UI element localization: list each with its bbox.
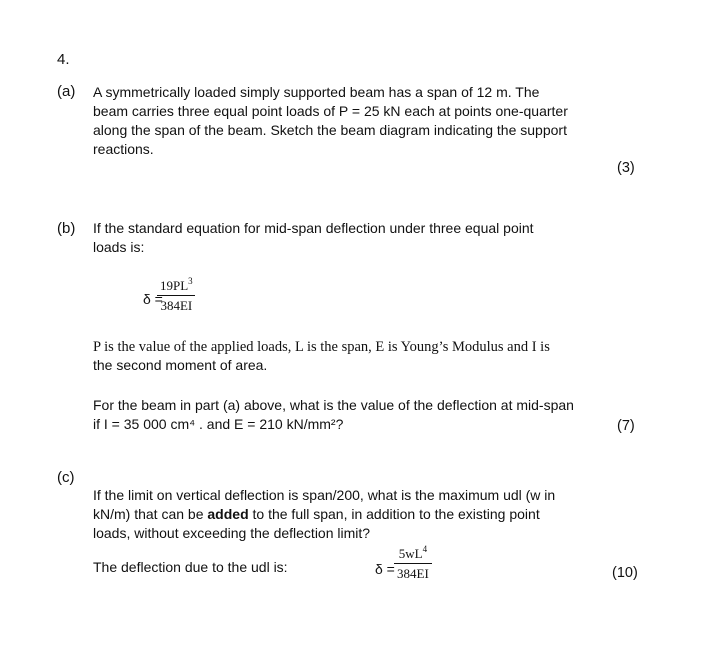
question-number: 4.	[57, 51, 70, 68]
part-b-question-line: For the beam in part (a) above, what is the value of the deflection at mid-span	[93, 397, 574, 413]
part-a-text-line: beam carries three equal point loads of P = 25 kN each at points one-quarter	[93, 103, 568, 119]
part-a-label: (a)	[57, 83, 76, 100]
part-b-question-line: if I = 35 000 cm⁴ . and E = 210 kN/mm²?	[93, 416, 344, 432]
formula-numerator: $5wL^4$	[398, 544, 428, 561]
part-c-text-line: kN/m) that can be added to the full span, in addition to the existing point	[93, 506, 540, 522]
part-a-text-line: reactions.	[93, 141, 154, 157]
formula-numerator-exponent: 3	[188, 276, 193, 286]
part-b-intro-line: loads is:	[93, 239, 145, 255]
part-a-text-line: A symmetrically loaded simply supported beam has a span of 12 m. The	[93, 84, 540, 100]
part-b-label: (b)	[57, 220, 76, 237]
part-b-definition-line: P is the value of the applied loads, L is the span, E is Young’s Modulus and I is	[93, 339, 550, 355]
formula-denominator: 384EI	[394, 563, 432, 582]
formula-fraction	[157, 278, 196, 314]
part-b-intro-line: If the standard equation for mid-span deflection under three equal point	[93, 220, 534, 236]
formula-lhs: δ =	[143, 291, 163, 307]
formula-lhs: δ =	[375, 561, 395, 577]
formula-numerator: $19PL^3$	[160, 276, 193, 293]
part-a-marks: (3)	[617, 160, 635, 176]
part-c-text-line: If the limit on vertical deflection is span/200, what is the maximum udl (w in	[93, 487, 556, 503]
part-a-text-line: along the span of the beam. Sketch the beam diagram indicating the support	[93, 122, 567, 138]
part-c-label: (c)	[57, 469, 75, 486]
formula-denominator: 384EI	[157, 295, 195, 314]
part-c-text-line: loads, without exceeding the deflection limit?	[93, 525, 371, 541]
part-c-marks: (10)	[612, 565, 638, 581]
emphasis-added: added	[207, 506, 249, 522]
part-b-marks: (7)	[617, 418, 635, 434]
formula-numerator-exponent: 4	[422, 544, 428, 554]
udl-deflection-text: The deflection due to the udl is:	[93, 559, 288, 575]
formula-fraction	[394, 546, 432, 582]
part-b-definition-line: the second moment of area.	[93, 357, 268, 373]
